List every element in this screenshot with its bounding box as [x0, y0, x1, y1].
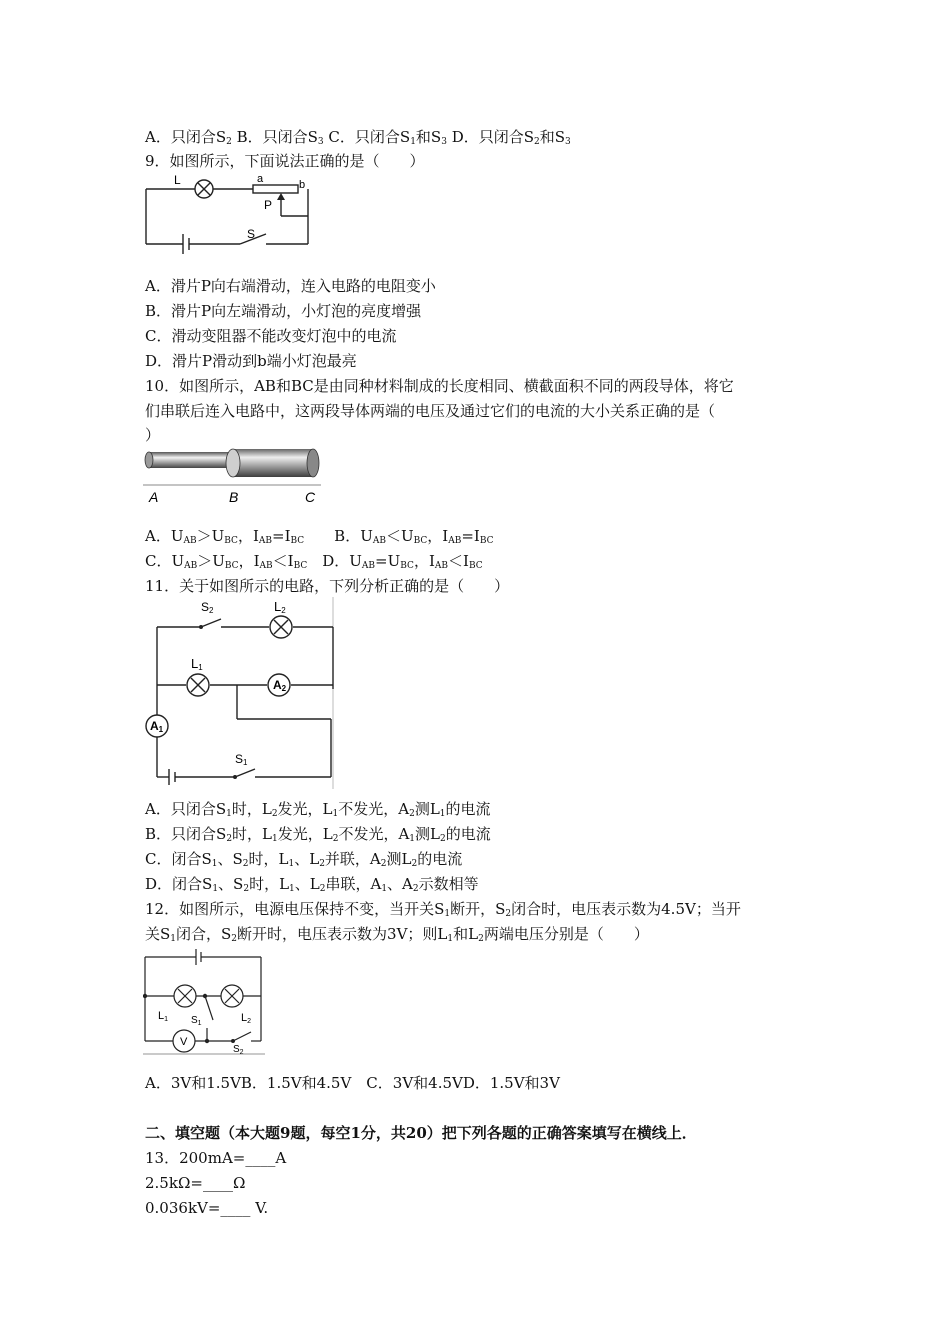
q12-stem-line2: 关$S_1$闭合，$S_2$断开时，电压表示数为3V；则$L_1$和$L_2$两端电压分别是（ ） [145, 925, 649, 944]
q8-options: A．只闭合$S_2$ B．只闭合$S_3$ C．只闭合$S_1$和$S_3$ D．只闭合$S_2$和$S_3$ [145, 128, 571, 147]
q9-label-b: b [299, 179, 306, 191]
q9-label-p: P [264, 198, 273, 212]
q10-conductor-figure [143, 446, 323, 508]
q11-option-b: B．只闭合$S_2$时，$L_1$发光，$L_2$不发光，$A_1$测$L_2$的电流 [145, 825, 491, 844]
q11-label-s2: S [201, 600, 210, 614]
svg-text:A1: A1 [150, 719, 164, 734]
q9-label-s: S [247, 227, 256, 241]
q11-option-d: D．闭合$S_1$、$S_2$时，$L_1$、$L_2$串联，$A_1$、$A_2$示数相等 [145, 875, 479, 894]
q10-options-cd: C．$U_{AB}>U_{BC}$，$I_{AB}<I_{BC}$ D．$U_{AB}=U_{BC}$，$I_{AB}<I_{BC}$ [145, 552, 483, 571]
q11-option-c: C．闭合$S_1$、$S_2$时，$L_1$、$L_2$并联，$A_2$测$L_2$的电流 [145, 850, 463, 869]
q10-options-ab: A．$U_{AB}>U_{BC}$，$I_{AB}=I_{BC}$ B．$U_{AB}<U_{BC}$，$I_{AB}=I_{BC}$ [145, 527, 494, 546]
q10-stem-line1: 10．如图所示，AB和BC是由同种材料制成的长度相同、横截面积不同的两段导体，将它 [145, 377, 734, 395]
svg-text:S2: $S_2$ [233, 1044, 244, 1056]
q11-label-s1: S [235, 752, 244, 766]
q12-label-l2: L [241, 1012, 248, 1024]
q12-label-l1: L [158, 1010, 165, 1022]
svg-text:L2: L2 [274, 599, 286, 615]
q11-label-a1: A [150, 719, 159, 733]
q9-option-c: C．滑动变阻器不能改变灯泡中的电流 [145, 327, 397, 345]
svg-text:S1: $S_1$ [191, 1015, 202, 1027]
q9-circuit-figure [143, 172, 313, 262]
q13-line1: 13．200mA=____A [145, 1149, 287, 1167]
q10-stem-line3: ） [145, 426, 161, 444]
q10-label-c: C [305, 489, 316, 505]
section2-title: 二、填空题（本大题9题，每空1分，共20）把下列各题的正确答案填写在横线上． [145, 1124, 697, 1142]
q12-stem-line1: 12．如图所示，电源电压保持不变，当开关$S_1$断开，$S_2$闭合时，电压表示数为4.5V；当开 [145, 900, 741, 919]
q9-option-a: A．滑片P向右端滑动，连入电路的电阻变小 [145, 277, 436, 295]
q13-line2: 2.5kΩ=____Ω [145, 1174, 246, 1192]
svg-text:L1: L1 [191, 656, 203, 672]
q11-label-a2: A [273, 678, 282, 692]
q10-stem-line2: 们串联后连入电路中，这两段导体两端的电压及通过它们的电流的大小关系正确的是（ [145, 402, 716, 420]
q13-line3: 0.036kV=____ V. [145, 1199, 269, 1217]
q12-label-s1: S [191, 1015, 198, 1026]
svg-text:L2: L2 [241, 1012, 252, 1025]
q10-label-b: B [229, 489, 239, 505]
q9-label-l: L [174, 173, 181, 187]
q9-stem: 9．如图所示，下面说法正确的是（ ） [145, 152, 425, 170]
q12-circuit-figure [143, 946, 267, 1058]
q11-label-l2: L [274, 599, 282, 614]
q10-label-a: A [149, 489, 159, 505]
q9-label-a: a [257, 173, 264, 185]
q11-stem: 11．关于如图所示的电路，下列分析正确的是（ ） [145, 577, 510, 595]
q9-option-b: B．滑片P向左端滑动，小灯泡的亮度增强 [145, 302, 422, 320]
q12-label-v: V [180, 1036, 188, 1048]
svg-text:A2: A2 [273, 678, 287, 693]
svg-text:S1: S1 [235, 752, 248, 767]
q11-option-a: A．只闭合$S_1$时，$L_2$发光，$L_1$不发光，$A_2$测$L_1$的电流 [145, 800, 491, 819]
q12-label-s2: S [233, 1044, 240, 1055]
svg-text:S2: S2 [201, 600, 214, 615]
svg-text:L1: L1 [158, 1010, 169, 1023]
q9-option-d: D．滑片P滑动到b端小灯泡最亮 [145, 352, 357, 370]
q11-circuit-figure [143, 597, 335, 791]
q12-options: A．3V和1.5VB．1.5V和4.5V C．3V和4.5VD．1.5V和3V [145, 1074, 560, 1092]
q11-label-l1: L [191, 656, 199, 671]
